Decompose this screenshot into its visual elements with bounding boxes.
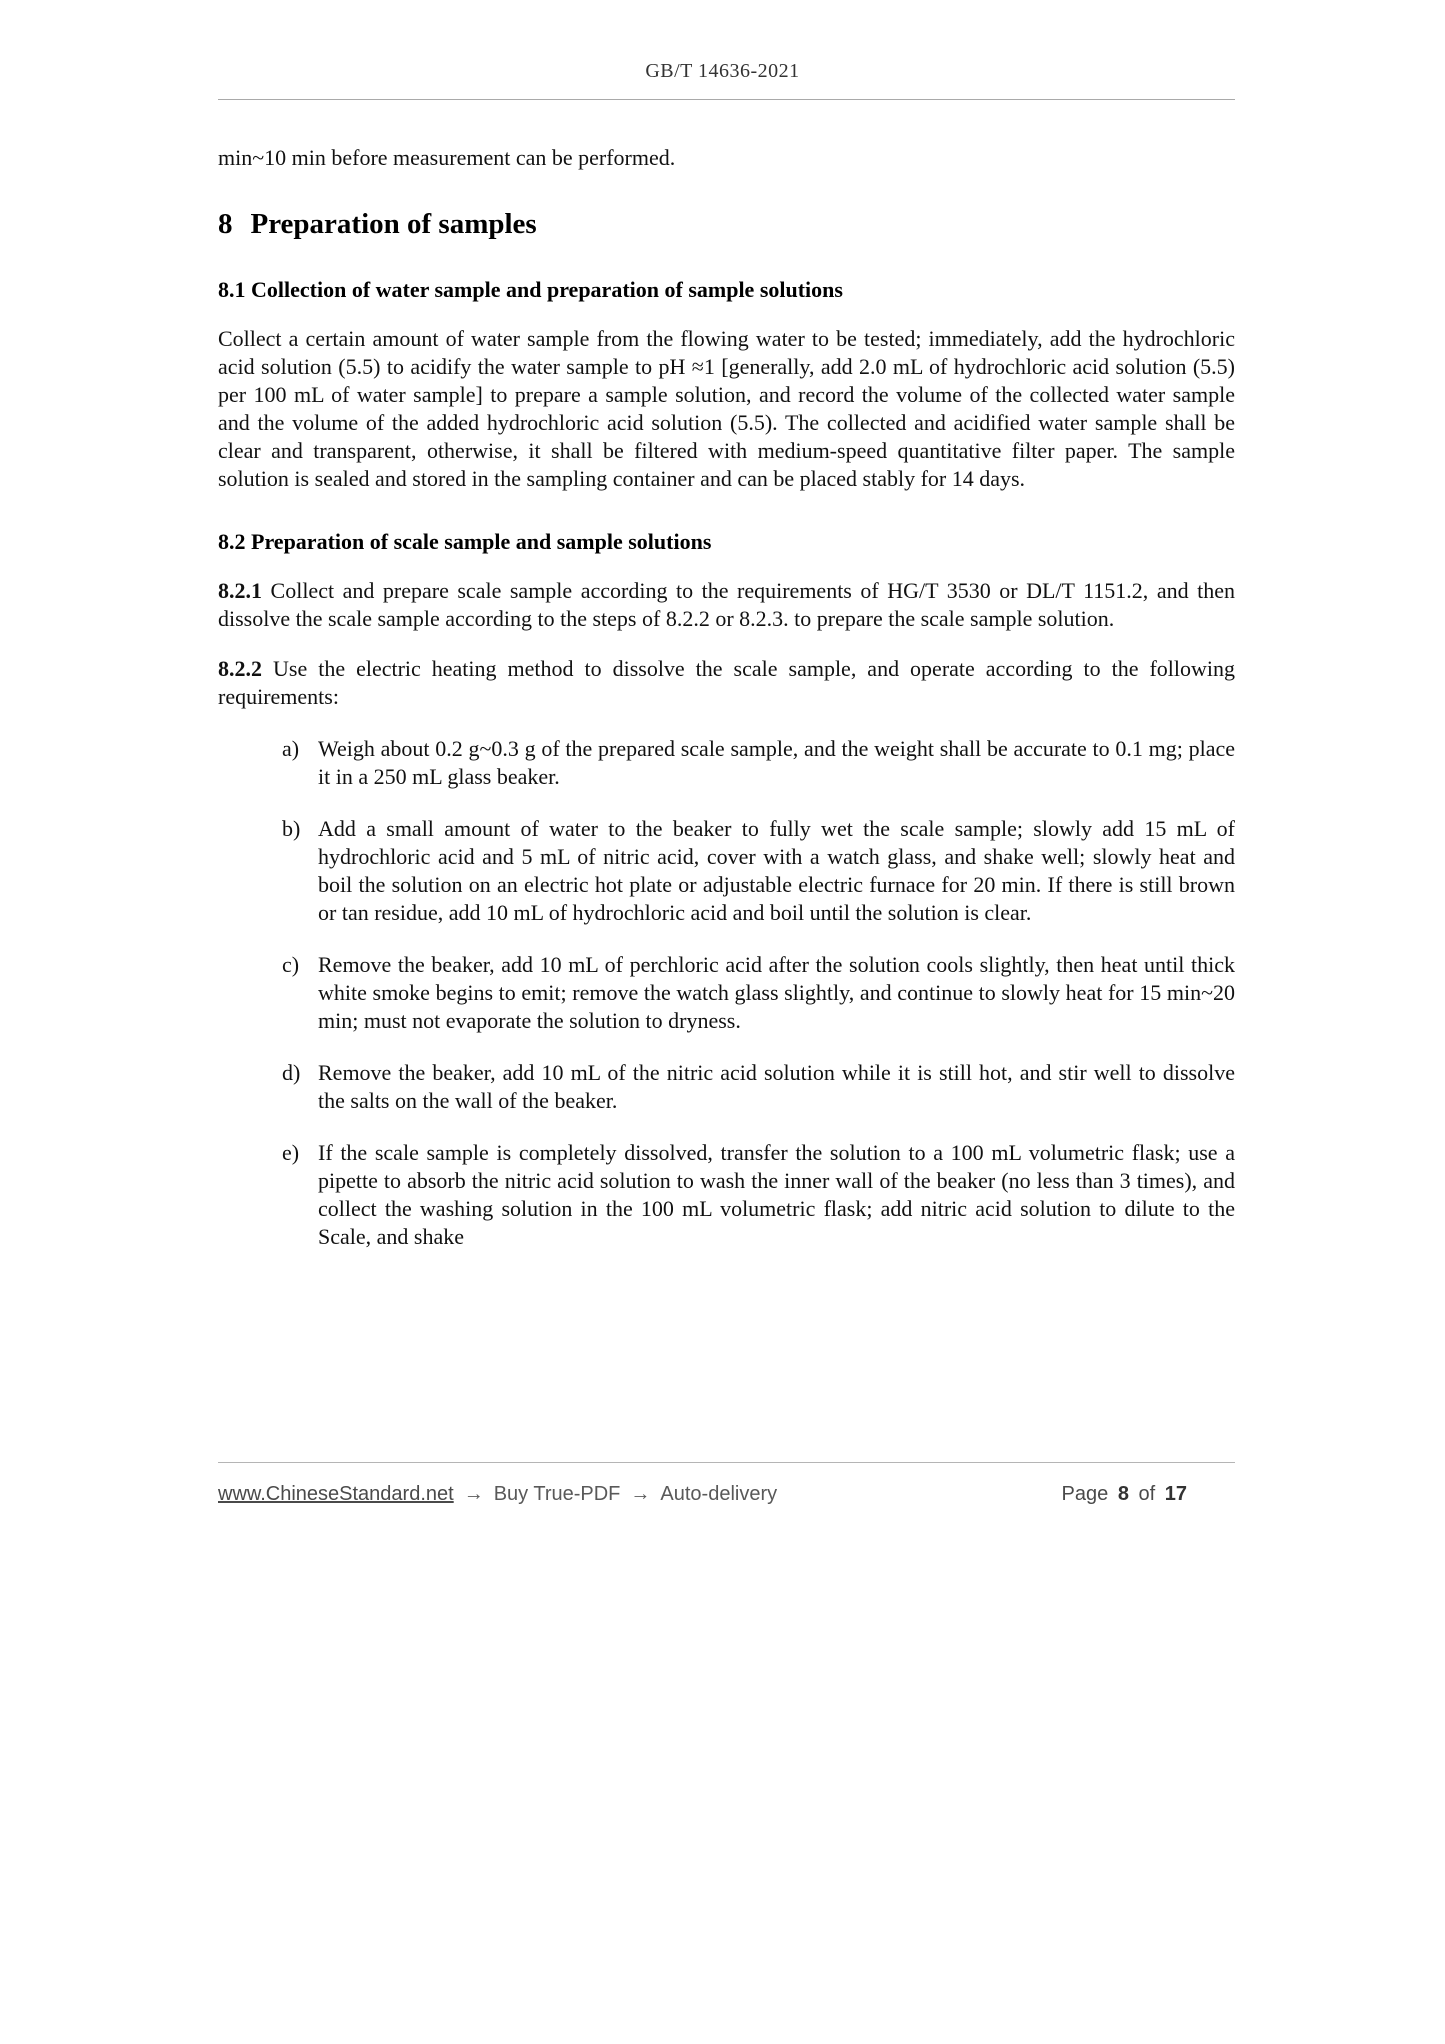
auto-delivery-label: Auto-delivery	[660, 1483, 778, 1505]
site-link[interactable]: www.ChineseStandard.net	[218, 1483, 454, 1505]
list-item-d	[218, 1059, 1235, 1115]
list-item-text: Remove the beaker, add 10 mL of the nitric acid solution while it is still hot, and stir well to dissolve the salts on the wall of the beaker.	[318, 1060, 1235, 1113]
clause-number-8-2-2: 8.2.2	[218, 656, 262, 681]
list-item-c	[218, 951, 1235, 1035]
arrow-right-icon: →	[630, 1483, 651, 1505]
header-divider	[218, 99, 1235, 100]
page-footer	[218, 1462, 1235, 1506]
page-indicator	[1062, 1483, 1187, 1506]
clause-8-2-2	[218, 655, 1235, 711]
clause-text-8-2-2: Use the electric heating method to dissolve the scale sample, and operate according to the following requirements:	[218, 656, 1236, 709]
total-page-number: 17	[1164, 1483, 1187, 1505]
page-word: Page	[1061, 1483, 1109, 1505]
list-item-text: If the scale sample is completely dissolved, transfer the solution to a 100 mL volumetric flask; use a pipette to absorb the nitric acid solution to wash the inner wall of the beaker (no less than 3 times), and collect the washing solution in the 100 mL volumetric flask; add nitric acid solution to dilute to the Scale, and shake	[318, 1140, 1235, 1249]
of-word: of	[1138, 1483, 1156, 1505]
current-page-number: 8	[1117, 1483, 1129, 1505]
paragraph-intro: min~10 min before measurement can be performed.	[218, 145, 676, 170]
standard-number: GB/T 14636-2021	[645, 60, 800, 82]
section-8-heading	[218, 208, 1235, 241]
list-marker: c)	[282, 952, 300, 977]
clause-number-8-2-1: 8.2.1	[218, 578, 262, 603]
list-marker: e)	[282, 1140, 300, 1165]
buy-pdf-label: Buy True-PDF	[493, 1483, 621, 1505]
list-item-text: Add a small amount of water to the beaker to fully wet the scale sample; slowly add 15 mL of hydrochloric acid and 5 mL of nitric acid, cover with a watch glass, and shake well; slowly heat and boil the solution on an electric hot plate or adjustable electric furnace for 20 min. If there is still brown or tan residue, add 10 mL of hydrochloric acid and boil until the solution is clear.	[318, 816, 1235, 925]
section-number: 8	[218, 208, 233, 240]
list-item-a	[218, 735, 1235, 791]
list-item-text: Weigh about 0.2 g~0.3 g of the prepared scale sample, and the weight shall be accurate to 0.1 mg; place it in a 250 mL glass beaker.	[318, 736, 1235, 789]
step-list	[218, 735, 1235, 1251]
list-item-b	[218, 815, 1235, 927]
list-marker: d)	[282, 1060, 301, 1085]
list-item-e	[218, 1139, 1235, 1251]
clause-8-2-1	[218, 577, 1235, 633]
list-marker: a)	[282, 736, 300, 761]
section-8-1-heading: 8.1 Collection of water sample and preparation of sample solutions	[218, 277, 843, 302]
list-marker: b)	[282, 816, 301, 841]
paragraph-8-1: Collect a certain amount of water sample from the flowing water to be tested; immediately, add the hydrochloric acid solution (5.5) to acidify the water sample to pH ≈1 [generally, add 2.0 mL of hydrochloric acid solution (5.5) per 100 mL of water sample] to prepare a sample solution, and record the volume of the collected water sample and the volume of the added hydrochloric acid solution (5.5). The collected and acidified water sample shall be clear and transparent, otherwise, it shall be filtered with medium-speed quantitative filter paper. The sample solution is sealed and stored in the sampling container and can be placed stably for 14 days.	[218, 326, 1235, 491]
section-8-2-heading: 8.2 Preparation of scale sample and sample solutions	[218, 529, 712, 554]
page-header	[0, 0, 1445, 100]
arrow-right-icon: →	[463, 1483, 484, 1505]
document-body	[0, 144, 1445, 1251]
list-item-text: Remove the beaker, add 10 mL of perchloric acid after the solution cools slightly, then heat until thick white smoke begins to emit; remove the watch glass slightly, and continue to slowly heat for 15 min~20 min; must not evaporate the solution to dryness.	[318, 952, 1235, 1033]
clause-text-8-2-1: Collect and prepare scale sample according to the requirements of HG/T 3530 or DL/T 1151.2, and then dissolve the scale sample according to the steps of 8.2.2 or 8.2.3. to prepare the scale sample solution.	[218, 578, 1235, 631]
footer-links	[218, 1483, 777, 1506]
section-title: Preparation of samples	[250, 208, 537, 240]
